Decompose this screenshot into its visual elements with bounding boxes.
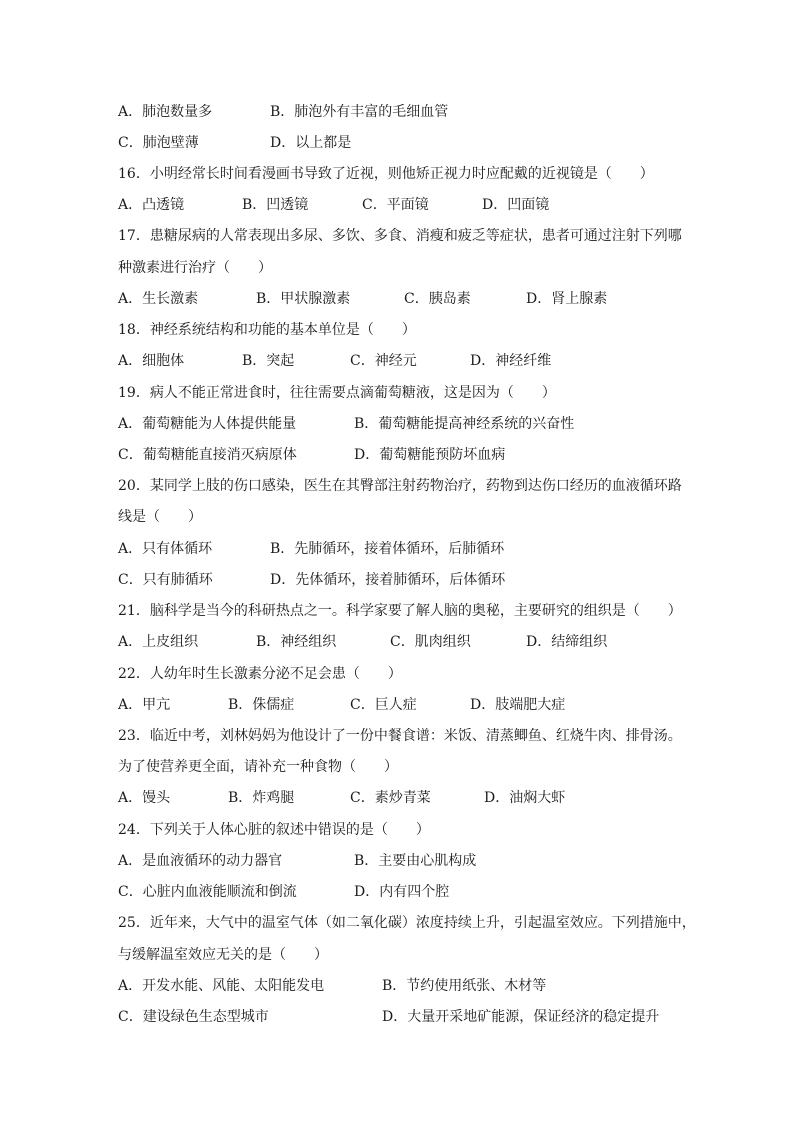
option-d: D．内有四个腔 — [354, 884, 450, 900]
question-22: 22．人幼年时生长激素分泌不足会患（ ） — [118, 666, 402, 682]
option-a: A．葡萄糖能为人体提供能量 — [118, 416, 297, 432]
question-17-cont: 种激素进行治疗（ ） — [118, 260, 272, 276]
option-d: D．先体循环，接着肺循环，后体循环 — [270, 572, 506, 588]
option-b: B．肺泡外有丰富的毛细血管 — [270, 104, 449, 120]
option-b: B．凹透镜 — [242, 197, 309, 213]
option-c: C．只有肺循环 — [118, 572, 213, 588]
option-a: A．肺泡数量多 — [118, 104, 213, 120]
option-a: A．甲亢 — [118, 697, 171, 713]
question-18: 18．神经系统结构和功能的基本单位是（ ） — [118, 322, 416, 338]
option-c: C．胰岛素 — [404, 291, 471, 307]
question-20: 20．某同学上肢的伤口感染，医生在其臀部注射药物治疗，药物到达伤口经历的血液循环路 — [118, 478, 682, 494]
question-25-cont: 与缓解温室效应无关的是（ ） — [118, 947, 328, 963]
option-d: D．肾上腺素 — [526, 291, 608, 307]
option-a: A．开发水能、风能、太阳能发电 — [118, 978, 325, 994]
option-c: C．建设绿色生态型城市 — [118, 1009, 269, 1025]
option-b: B．主要由心肌构成 — [354, 853, 477, 869]
question-16: 16．小明经常长时间看漫画书导致了近视，则他矫正视力时应配戴的近视镜是（ ） — [118, 166, 654, 182]
option-d: D．以上都是 — [270, 135, 352, 151]
option-d: D．肢端肥大症 — [470, 697, 566, 713]
question-20-cont: 线是（ ） — [118, 509, 202, 525]
option-c: C．素炒青菜 — [350, 790, 431, 806]
option-a: A．是血液循环的动力器官 — [118, 853, 283, 869]
option-b: B．葡萄糖能提高神经系统的兴奋性 — [354, 416, 575, 432]
option-d: D．葡萄糖能预防坏血病 — [354, 447, 506, 463]
option-b: B．甲状腺激素 — [256, 291, 351, 307]
question-23-cont: 为了使营养更全面，请补充一种食物（ ） — [118, 759, 398, 775]
option-d: D．凹面镜 — [482, 197, 550, 213]
option-b: B．先肺循环，接着体循环，后肺循环 — [270, 541, 505, 557]
option-d: D．神经纤维 — [470, 353, 552, 369]
option-c: C．神经元 — [350, 353, 417, 369]
question-17: 17．患糖尿病的人常表现出多尿、多饮、多食、消瘦和疲乏等症状，患者可通过注射下列哪 — [118, 228, 682, 244]
option-c: C．巨人症 — [350, 697, 417, 713]
option-b: B．神经组织 — [256, 634, 337, 650]
option-c: C．葡萄糖能直接消灭病原体 — [118, 447, 297, 463]
question-25: 25．近年来，大气中的温室气体（如二氧化碳）浓度持续上升，引起温室效应。下列措施中， — [118, 915, 696, 931]
question-23: 23．临近中考，刘林妈妈为他设计了一份中餐食谱：米饭、清蒸鲫鱼、红烧牛肉、排骨汤。 — [118, 728, 682, 744]
option-d: D．油焖大虾 — [484, 790, 566, 806]
option-c: C．肺泡壁薄 — [118, 135, 199, 151]
question-21: 21．脑科学是当今的科研热点之一。科学家要了解人脑的奥秘，主要研究的组织是（ ） — [118, 603, 682, 619]
option-c: C．平面镜 — [362, 197, 429, 213]
option-c: C．肌肉组织 — [390, 634, 471, 650]
option-b: B．突起 — [242, 353, 295, 369]
option-a: A．上皮组织 — [118, 634, 199, 650]
option-d: D．大量开采地矿能源，保证经济的稳定提升 — [382, 1009, 660, 1025]
option-a: A．馒头 — [118, 790, 171, 806]
question-24: 24．下列关于人体心脏的叙述中错误的是（ ） — [118, 822, 430, 838]
option-a: A．生长激素 — [118, 291, 199, 307]
option-b: B．节约使用纸张、木材等 — [382, 978, 547, 994]
option-b: B．炸鸡腿 — [228, 790, 295, 806]
option-a: A．凸透镜 — [118, 197, 185, 213]
option-a: A．细胞体 — [118, 353, 185, 369]
option-b: B．侏儒症 — [228, 697, 295, 713]
option-c: C．心脏内血液能顺流和倒流 — [118, 884, 297, 900]
option-a: A．只有体循环 — [118, 541, 213, 557]
option-d: D．结缔组织 — [526, 634, 608, 650]
question-19: 19．病人不能正常进食时，往往需要点滴葡萄糖液，这是因为（ ） — [118, 385, 556, 401]
